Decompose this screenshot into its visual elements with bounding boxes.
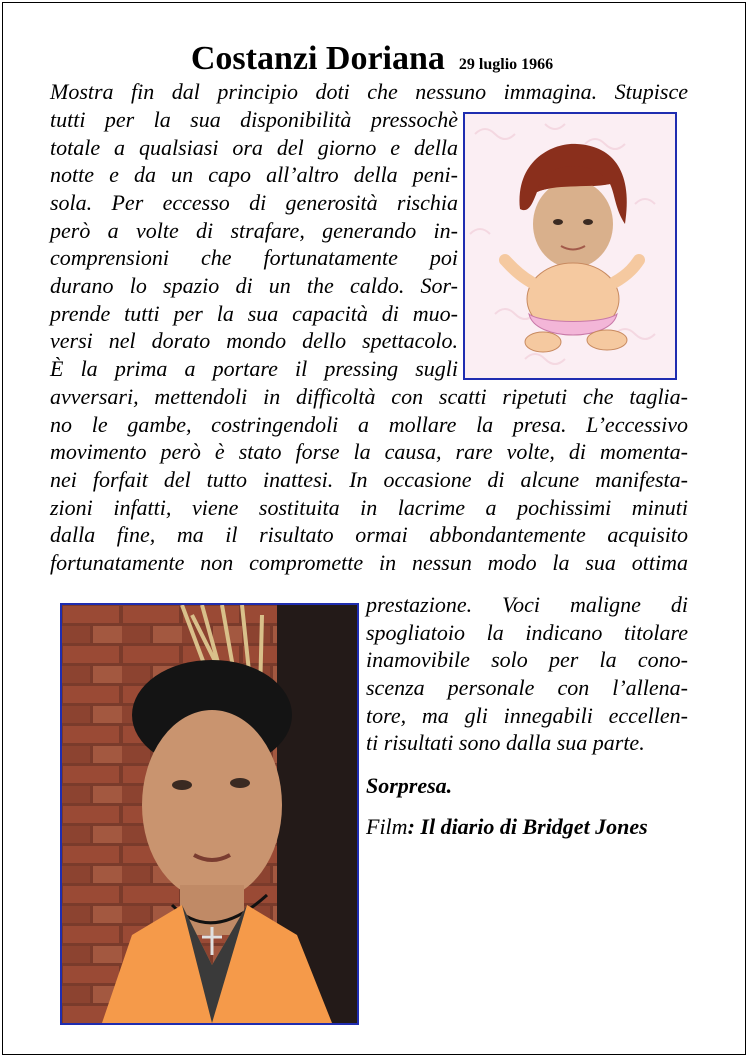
text-line: dalla fine, ma il risultato ormai abbondantemente acquisito — [50, 522, 688, 547]
baby-illustration — [463, 112, 677, 380]
text-line: totale a qualsiasi ora del giorno e della — [50, 135, 458, 160]
film-line — [366, 814, 648, 840]
text-line: fortunatamente non compromette in nessun modo la sua ottima — [50, 550, 688, 575]
text-line: sola. Per eccesso di generosità rischia — [50, 190, 458, 215]
verdict — [366, 773, 452, 799]
text-line: inamovibile solo per la cono- — [366, 647, 688, 672]
text-line-1: Mostra fin dal principio doti che nessuno immagina. Stupisce — [50, 79, 688, 104]
film-title: : Il diario di Bridget Jones — [407, 814, 648, 839]
text-line: È la prima a portare il pressing sugli — [50, 356, 458, 381]
text-line: nei forfait del tutto inattesi. In occasione di alcune manifesta- — [50, 467, 688, 492]
text-line: ti risultati sono dalla sua parte. — [366, 730, 645, 755]
text-line: avversari, mettendoli in difficoltà con scatti ripetuti che taglia- — [50, 384, 688, 409]
text-line: versi nel dorato mondo dello spettacolo. — [50, 328, 458, 353]
text-line: durano lo spazio di un the caldo. Sor- — [50, 273, 458, 298]
text-line: no le gambe, costringendoli a mollare la presa. L’eccessivo — [50, 412, 688, 437]
birth-date: 29 luglio 1966 — [458, 56, 554, 73]
text-line: spogliatoio la indicano titolare — [366, 620, 688, 645]
text-line: scenza personale con l’allena- — [366, 675, 688, 700]
title — [0, 40, 744, 78]
text-line: però a volte di strafare, generando in- — [50, 218, 458, 243]
text-line: tutti per la sua disponibilità pressochè — [50, 107, 458, 132]
text-line: zioni infatti, viene sostituita in lacrime a pochissimi minuti — [50, 495, 688, 520]
text-line: movimento però è stato forse la causa, rare volte, di momenta- — [50, 439, 688, 464]
film-label: Film — [366, 814, 408, 839]
text-line: notte e da un capo all’altro della peni- — [50, 162, 458, 187]
text-line: comprensioni che fortunatamente poi — [50, 245, 458, 270]
text-line: tore, ma gli innegabili eccellen- — [366, 703, 688, 728]
portrait-photo — [60, 603, 359, 1025]
verdict-text: Sorpresa. — [366, 773, 453, 798]
text-line: prestazione. Voci maligne di — [366, 592, 688, 617]
text-line: prende tutti per la sua capacità di muo- — [50, 301, 458, 326]
person-name: Costanzi Doriana — [190, 40, 445, 77]
